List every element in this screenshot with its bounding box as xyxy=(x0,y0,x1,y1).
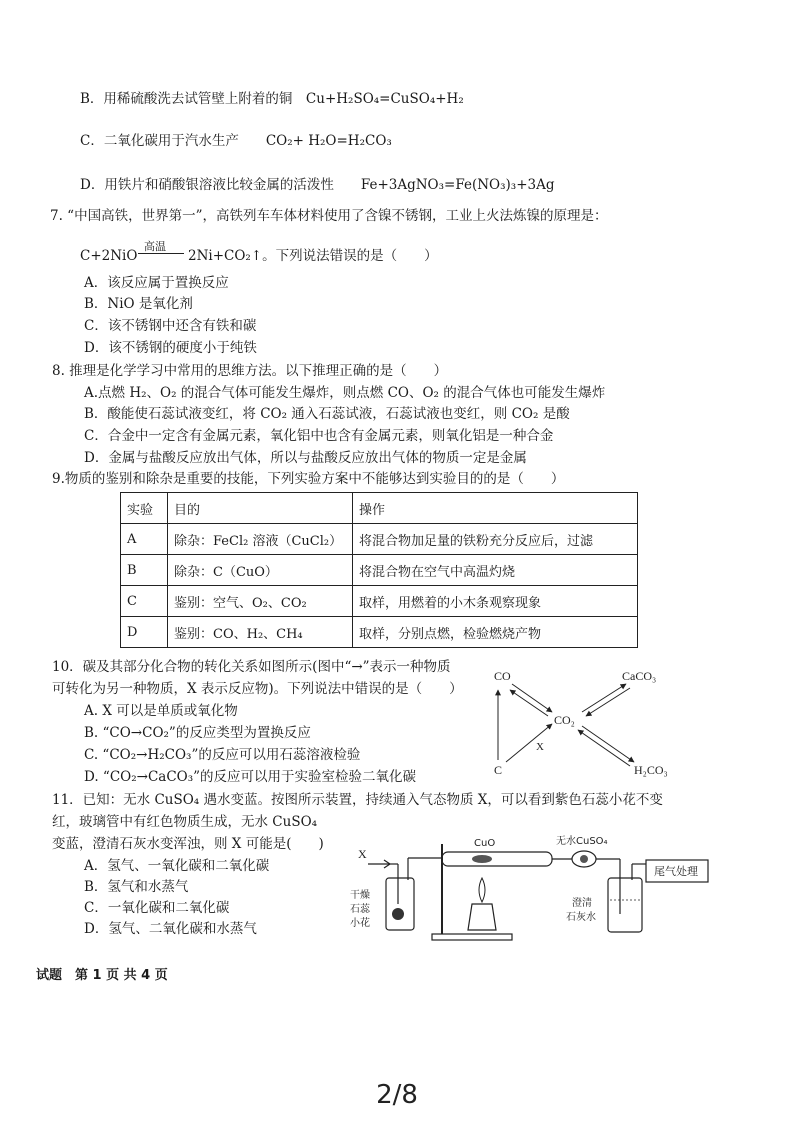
cuso4-label: 无水CuSO₄ xyxy=(556,836,608,847)
q8-stem: 8. 推理是化学学习中常用的思维方法。以下推理正确的是（ ） xyxy=(52,363,448,379)
table-cell: 除杂：FeCl₂ 溶液（CuCl₂） xyxy=(168,524,353,555)
q7-option-c: C．该不锈钢中还含有铁和碳 xyxy=(84,318,257,334)
arrow-co2-to-caco3 xyxy=(582,684,626,712)
carbon-conversion-diagram xyxy=(488,662,688,784)
table-cell: C xyxy=(121,586,168,617)
q9-stem: 9.物质的鉴别和除杂是重要的技能，下列实验方案中不能够达到实验目的的是（ ） xyxy=(52,471,565,487)
table-cell: 鉴别：CO、H₂、CH₄ xyxy=(168,617,353,648)
table-row xyxy=(121,586,638,617)
q10-stem-line1: 10．碳及其部分化合物的转化关系如图所示(图中“→”表示一种物质 xyxy=(52,659,451,675)
inlet-label-x: X xyxy=(358,847,367,861)
q8-option-a: A.点燃 H₂、O₂ 的混合气体可能发生爆炸，则点燃 CO、O₂ 的混合气体也可能发生爆炸 xyxy=(84,385,606,401)
q11-option-d: D．氢气、二氧化碳和水蒸气 xyxy=(84,921,257,937)
table-cell: B xyxy=(121,555,168,586)
table-cell: D xyxy=(121,617,168,648)
q11-stem-line1: 11．已知：无水 CuSO₄ 遇水变蓝。按图所示装置，持续通入气态物质 X，可以看到紫色石蕊小花不变 xyxy=(52,792,663,808)
q10-option-c: C. “CO₂→H₂CO₃”的反应可以用石蕊溶液检验 xyxy=(84,747,361,763)
q7-eq-left: C+2NiO xyxy=(80,248,138,264)
flame xyxy=(479,878,485,902)
arrow-c-to-co2 xyxy=(506,724,552,762)
q10-option-d: D. “CO₂→CaCO₃”的反应可以用于实验室检验二氧化碳 xyxy=(84,769,417,785)
header-cell: 实验 xyxy=(121,493,168,524)
table-cell: 将混合物在空气中高温灼烧 xyxy=(353,555,638,586)
flower-label-1: 干燥 xyxy=(350,890,370,901)
table-header-row xyxy=(121,493,638,524)
table-cell: 除杂：C（CuO） xyxy=(168,555,353,586)
q8-option-b: B．酸能使石蕊试液变红，将 CO₂ 通入石蕊试液，石蕊试液也变红，则 CO₂ 是酸 xyxy=(84,406,570,422)
q7-eq-right: 2Ni+CO₂↑。下列说法错误的是（ ） xyxy=(188,248,438,264)
q10-option-a: A. X 可以是单质或氧化物 xyxy=(84,703,238,719)
litmus-flower xyxy=(392,908,404,920)
apparatus-diagram xyxy=(346,834,726,946)
node-caco3: CaCO₃ xyxy=(622,669,657,683)
q7-option-b: B．NiO 是氧化剂 xyxy=(84,296,193,312)
flower-label-2: 石蕊 xyxy=(350,904,370,915)
q6-option-b: B．用稀硫酸洗去试管壁上附着的铜 Cu+H₂SO₄=CuSO₄+H₂ xyxy=(80,91,464,107)
q7-option-a: A．该反应属于置换反应 xyxy=(84,275,229,291)
q11-option-c: C．一氧化碳和二氧化碳 xyxy=(84,900,230,916)
arrow-caco3-to-co2 xyxy=(586,688,630,716)
q11-option-a: A．氢气、一氧化碳和二氧化碳 xyxy=(84,858,270,874)
q11-stem-line3: 变蓝，澄清石灰水变浑浊，则 X 可能是( ) xyxy=(52,836,324,852)
q8-option-d: D．金属与盐酸反应放出气体，所以与盐酸反应放出气体的物质一定是金属 xyxy=(84,450,527,466)
table-row xyxy=(121,617,638,648)
q8-option-c: C．合金中一定含有金属元素，氧化铝中也含有金属元素，则氧化铝是一种合金 xyxy=(84,428,554,444)
cuo-label: CuO xyxy=(474,838,496,849)
q10-stem-line2: 可转化为另一种物质，X 表示反应物)。下列说法中错误的是（ ） xyxy=(52,681,463,697)
arrow-co-to-co2 xyxy=(512,684,552,712)
table-cell: 将混合物加足量的铁粉充分反应后，过滤 xyxy=(353,524,638,555)
q7-option-d: D．该不锈钢的硬度小于纯铁 xyxy=(84,340,257,356)
table-cell: 取样，用燃着的小木条观察现象 xyxy=(353,586,638,617)
table-row xyxy=(121,524,638,555)
limewater-bottle xyxy=(608,878,642,932)
page-footer: 试题 第 1 页 共 4 页 xyxy=(36,968,168,983)
cuo-powder xyxy=(472,855,492,863)
table-row xyxy=(121,555,638,586)
arrow-h2co3-to-co2 xyxy=(578,730,630,766)
node-co: CO xyxy=(494,669,511,683)
q9-table xyxy=(120,492,638,648)
flower-bottle xyxy=(386,878,414,930)
q11-stem-line2: 红，玻璃管中有红色物质生成，无水 CuSO₄ xyxy=(52,814,318,830)
label-x: X xyxy=(536,741,544,753)
q7-condition: 高温 xyxy=(144,240,166,253)
node-c: C xyxy=(494,763,503,777)
q10-option-b: B. “CO→CO₂”的反应类型为置换反应 xyxy=(84,725,311,741)
table-cell: 取样，分别点燃，检验燃烧产物 xyxy=(353,617,638,648)
table-cell: A xyxy=(121,524,168,555)
glass-tube xyxy=(442,852,552,866)
q11-option-b: B．氢气和水蒸气 xyxy=(84,879,189,895)
q7-stem: 7. “中国高铁，世界第一”，高铁列车车体材料使用了含镍不锈钢，工业上火法炼镍的原理是： xyxy=(50,208,608,224)
table-cell: 鉴别：空气、O₂、CO₂ xyxy=(168,586,353,617)
header-cell: 目的 xyxy=(168,493,353,524)
flower-label-3: 小花 xyxy=(350,918,370,929)
limewater-label-1: 澄清 xyxy=(572,898,592,909)
q6-option-d: D．用铁片和硝酸银溶液比较金属的活泼性 Fe+3AgNO₃=Fe(NO₃)₃+3Ag xyxy=(80,177,555,193)
q6-option-c: C．二氧化碳用于汽水生产 CO₂+ H₂O=H₂CO₃ xyxy=(80,133,392,149)
q7-equals-line xyxy=(138,253,184,254)
tail-gas-label: 尾气处理 xyxy=(654,865,698,878)
page-indicator: 2/8 xyxy=(376,1080,418,1110)
node-h2co3: H₂CO₃ xyxy=(634,763,668,777)
header-cell: 操作 xyxy=(353,493,638,524)
node-co2: CO₂ xyxy=(554,713,575,727)
arrow-co2-to-h2co3 xyxy=(582,726,634,762)
arrow-co2-to-co xyxy=(510,690,548,716)
iron-stand-base xyxy=(432,934,512,940)
limewater-label-2: 石灰水 xyxy=(566,912,596,923)
alcohol-lamp xyxy=(468,904,496,930)
